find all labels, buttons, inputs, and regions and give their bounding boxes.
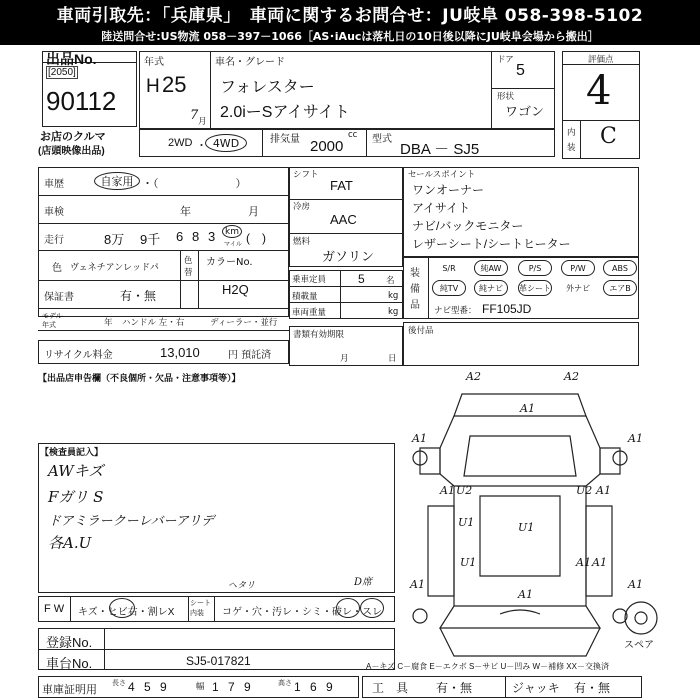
equipment-label-2: 備 — [410, 284, 420, 295]
car-model: フォレスター — [220, 79, 315, 96]
load-unit: kg — [388, 291, 399, 301]
registration-day: 日 — [388, 354, 397, 364]
year-era: H — [146, 76, 160, 97]
fw-damage-items: キズ・ヒビ右・割レX — [78, 607, 175, 618]
cert-height-label: 高さ — [278, 679, 292, 687]
mileage-100: 6 — [176, 229, 184, 244]
year-label: 年式 — [144, 57, 164, 68]
warranty-value: 有・無 — [120, 289, 157, 303]
damage-mark: A1 — [596, 484, 611, 497]
tools-label: 工 具 — [372, 681, 409, 695]
equip-pw: P/W — [561, 260, 595, 276]
damage-mark: U1 — [458, 516, 475, 529]
lot-label: 出品No. — [46, 51, 97, 67]
sales-points-label: セールスポイント — [408, 170, 476, 180]
mileage-10: 8 — [192, 229, 200, 244]
equip-abs: ABS — [603, 260, 637, 276]
inspector-note-1: AWキズ — [48, 462, 104, 480]
damage-legend: A－キズ C－腐食 E－エクボ S－サビ U－凹み W－補修 XX－交換済 — [366, 662, 609, 671]
handle-side: ハンドル 左・右 — [122, 318, 185, 328]
fw-note-driver-seat: D席 — [354, 577, 373, 588]
score-label: 評価点 — [588, 55, 614, 65]
capacity-value: 5 — [358, 272, 365, 286]
damage-mark: U1 — [460, 556, 477, 569]
recycle-value: 13,010 — [160, 345, 200, 360]
drive-separator: ・ — [196, 140, 207, 152]
doors-value: 5 — [516, 62, 525, 79]
jack-label: ジャッキ — [512, 681, 560, 695]
equipment-label-1: 装 — [410, 268, 420, 279]
header-transport-line: 陸送問合せ:US物流 058－397－1066［AS･iAucは落札日の10日後以降にJU岐阜会場から搬出］ — [0, 27, 700, 45]
mileage-1k: 9千 — [140, 232, 161, 247]
interior-circle-mark-1 — [336, 598, 360, 618]
model-year-label-2: 年式 — [42, 321, 56, 329]
fuel-value: ガソリン — [322, 249, 375, 264]
name-grade-label: 車名・グレード — [215, 57, 285, 68]
tools-value: 有・無 — [436, 681, 473, 695]
load-label: 積載量 — [292, 292, 318, 302]
equip-genuine-aw: 純AW — [474, 260, 508, 276]
inspector-note-2: Fガリ S — [48, 488, 104, 506]
jack-value: 有・無 — [574, 681, 611, 695]
drive-4wd: 4WD — [205, 134, 247, 152]
cert-height: 1 6 9 — [294, 680, 336, 694]
equip-ps: P/S — [518, 260, 552, 276]
damage-mark: U1 — [518, 521, 535, 534]
damage-mark: A1 — [518, 588, 533, 601]
equip-genuine-tv: 純TV — [432, 280, 466, 296]
fw-circle-mark — [109, 598, 135, 618]
capacity-label: 乗車定員 — [292, 275, 327, 285]
interior-score: C — [600, 124, 617, 149]
dealer-type: ディーラー・並行 — [210, 318, 278, 328]
mileage-label: 走行 — [44, 235, 64, 246]
body-shape-label: 形状 — [497, 92, 515, 102]
chassis-no-label: 車台No. — [46, 656, 93, 671]
cert-width-label: 幅 — [196, 682, 205, 692]
model-code-label: 型式 — [372, 134, 392, 145]
inspection-label: 車検 — [44, 207, 64, 218]
navi-model: FF105JD — [482, 302, 532, 316]
drive-2wd: 2WD — [168, 137, 193, 149]
mileage-10k: 8万 — [104, 232, 125, 247]
equip-aftermarket-navi: 外ナビ — [566, 283, 590, 293]
inspection-month-unit: 月 — [248, 206, 259, 218]
inspector-note-4: 各A.U — [48, 534, 92, 552]
mileage-unit-mile: マイル — [224, 241, 242, 248]
damage-mark: U2 — [456, 484, 473, 497]
damage-mark: U2 — [576, 484, 593, 497]
color-code: H2Q — [222, 282, 249, 297]
ac-value: AAC — [330, 212, 357, 227]
model-year-unit: 年 — [104, 318, 113, 328]
damage-mark: A1 — [520, 402, 535, 415]
notes-label: 【出品店申告欄（不良個所・欠品・注意事項等）】 — [38, 374, 241, 384]
equip-leather-seat: 革シート — [518, 280, 552, 296]
fuel-label: 燃料 — [293, 237, 311, 247]
inspector-label: 【検査員記入】 — [40, 448, 104, 458]
shift-label: シフト — [293, 170, 319, 180]
model-code: DBA － SJ5 — [400, 141, 480, 158]
displacement-unit: cc — [348, 130, 358, 140]
lot-sub-code: [2050] — [48, 67, 76, 78]
lot-number: 90112 — [46, 86, 117, 116]
garage-cert-label: 車庫証明用 — [42, 684, 97, 696]
year-month: 7 — [190, 108, 199, 123]
body-shape: ワゴン — [505, 104, 545, 119]
displacement-value: 2000 — [310, 138, 344, 155]
registration-month: 月 — [340, 354, 349, 364]
inspection-year-unit: 年 — [180, 206, 191, 218]
recycle-unit: 円 預託済 — [228, 350, 272, 361]
equipment-label-3: 品 — [410, 300, 420, 311]
shop-car-label: お店のクルマ — [40, 131, 106, 143]
damage-mark: A2 — [564, 370, 579, 383]
shop-video-label: (店頭映像出品) — [38, 146, 105, 157]
damage-mark: A1 — [592, 556, 607, 569]
damage-mark: A1 — [440, 484, 455, 497]
sales-point-1: ワンオーナー — [412, 183, 485, 197]
car-damage-diagram — [400, 366, 700, 666]
equip-sunroof: S/R — [442, 263, 456, 273]
after-install-label: 後付品 — [408, 326, 434, 336]
mileage-paren: ( ) — [246, 231, 266, 245]
history-other: ・（ ） — [142, 178, 247, 190]
fw-interior-label: 内装 — [190, 609, 204, 617]
interior-label-1: 内 — [567, 128, 576, 138]
mileage-1: 3 — [208, 229, 216, 244]
color-name: ヴェネチアンレッドパ — [70, 262, 159, 272]
ac-label: 冷房 — [293, 202, 311, 212]
fw-interior-items: コゲ・穴・汚レ・シミ・破レ・スレ — [222, 607, 382, 618]
recycle-label: リサイクル料金 — [44, 350, 113, 361]
header-contact-line: 車両引取先：「兵庫県」 車両に関するお問合せ：JU岐阜 058-398-5102 — [0, 0, 700, 27]
fw-seat-label: シート — [190, 599, 211, 607]
history-private: 自家用 — [94, 172, 140, 190]
warranty-label: 保証書 — [44, 292, 74, 303]
sales-point-2: アイサイト — [412, 201, 471, 215]
history-label: 車歴 — [44, 179, 64, 190]
displacement-label: 排気量 — [270, 134, 300, 145]
shift-value: FAT — [330, 178, 353, 193]
capacity-unit: 名 — [386, 276, 395, 286]
color-code-label: カラーNo. — [206, 257, 253, 268]
sales-point-3: ナビ/バックモニター — [412, 219, 524, 233]
cert-length: 4 5 9 — [128, 680, 170, 694]
navi-model-label: ナビ型番： — [434, 306, 477, 316]
mileage-unit-km: km — [222, 225, 242, 238]
damage-mark: A2 — [466, 370, 481, 383]
color-change-2: 替 — [184, 268, 193, 278]
chassis-no: SJ5-017821 — [186, 654, 251, 668]
weight-label: 車両重量 — [292, 308, 327, 318]
year-month-unit: 月 — [198, 117, 207, 127]
fw-label: F W — [44, 603, 65, 615]
model-year-label-1: モデル — [42, 312, 63, 320]
damage-mark: A1 — [628, 432, 643, 445]
inspector-note-3: ドアミラークーレバーアリデ — [48, 514, 215, 529]
weight-unit: kg — [388, 307, 399, 317]
interior-label-2: 装 — [567, 143, 576, 153]
registration-no-label: 登録No. — [46, 635, 93, 650]
fw-note-sag: ヘタリ — [228, 581, 256, 591]
doors-label: ドア — [497, 55, 514, 65]
sales-point-4: レザーシート/シートヒーター — [412, 237, 571, 251]
registration-label: 書類有効期限 — [293, 330, 345, 340]
after-install-box — [403, 322, 639, 366]
interior-circle-mark-2 — [360, 598, 384, 618]
damage-mark: A1 — [410, 578, 425, 591]
damage-mark: A1 — [412, 432, 427, 445]
car-grade: 2.0iーSアイサイト — [220, 104, 350, 121]
equip-genuine-navi: 純ナビ — [474, 280, 508, 296]
cert-width: 1 7 9 — [212, 680, 254, 694]
damage-mark: A1 — [576, 556, 591, 569]
cert-length-label: 長さ — [112, 679, 126, 687]
color-label: 色 — [52, 263, 62, 274]
color-change-1: 色 — [184, 256, 193, 266]
year-value: 25 — [162, 72, 187, 97]
spare-label: スペア — [624, 640, 654, 651]
damage-mark: A1 — [628, 578, 643, 591]
score-value: 4 — [586, 68, 612, 114]
equip-airbag: エアB — [603, 280, 637, 296]
